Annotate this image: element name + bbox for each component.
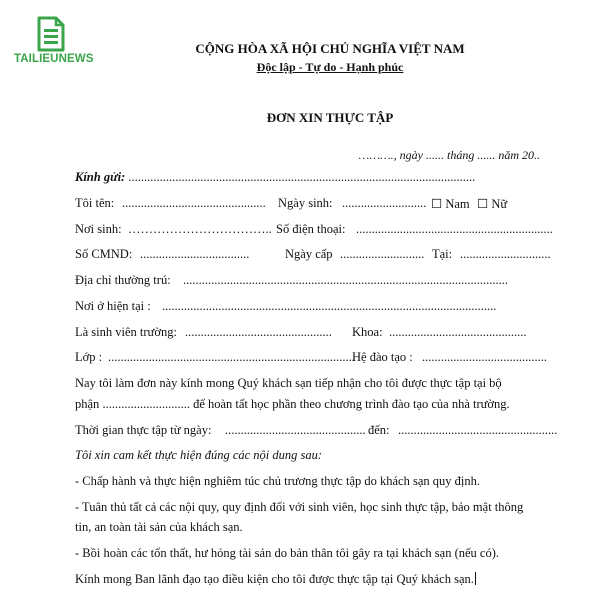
address-label: Địa chỉ thường trú:	[75, 273, 171, 287]
request-line-2-end: để hoàn tất học phần theo chương trình đào tạo của nhà trường.	[193, 397, 510, 411]
logo-text: TAILIEUNEWS	[14, 53, 94, 65]
name-field[interactable]: ..............................................	[122, 196, 266, 210]
school-label: Là sinh viên trường:	[75, 325, 177, 339]
request-line-2	[75, 397, 510, 412]
request-line-2-start: phận	[75, 397, 100, 411]
commitment-heading: Tôi xin cam kết thực hiện đúng các nội dung sau:	[75, 448, 323, 462]
commitment-item-2-line-2: tin, an toàn tài sản của khách sạn.	[75, 520, 243, 534]
recipient-field[interactable]: ...............................................................................................................	[128, 170, 476, 184]
current-address-label: Nơi ở hiện tại :	[75, 299, 151, 313]
faculty-label: Khoa:	[352, 325, 383, 339]
id-number-field[interactable]: ...................................	[140, 247, 250, 261]
internship-period-label: Thời gian thực tập từ ngày:	[75, 423, 212, 437]
issue-date-field[interactable]: ...........................	[340, 247, 425, 261]
gender-female-label: ☐ Nữ	[477, 197, 508, 211]
department-field[interactable]: ............................	[102, 397, 190, 411]
text-cursor	[475, 572, 476, 585]
request-line-1: Nay tôi làm đơn này kính mong Quý khách sạn tiếp nhận cho tôi được thực tập tại bộ	[75, 376, 502, 390]
document-title: ĐƠN XIN THỰC TẬP	[266, 110, 394, 125]
gender-male-checkbox[interactable]	[431, 196, 470, 212]
issue-date-label: Ngày cấp	[285, 247, 333, 261]
birthplace-label: Nơi sinh:	[75, 222, 122, 236]
school-field[interactable]: ...............................................	[185, 325, 332, 339]
name-label: Tôi tên:	[75, 196, 115, 210]
address-field[interactable]: ........................................................................................................	[183, 273, 508, 287]
phone-field[interactable]: ...............................................................	[356, 222, 553, 236]
closing-line	[75, 572, 476, 587]
issue-place-label: Tại:	[432, 247, 453, 261]
gender-male-label: ☐ Nam	[431, 197, 470, 211]
commitment-item-3: - Bồi hoàn các tổn thất, hư hỏng tài sản do bản thân tôi gây ra tại khách sạn (nếu có).	[75, 546, 500, 560]
id-number-label: Số CMND:	[75, 247, 133, 261]
recipient-row	[75, 170, 475, 185]
gender-female-checkbox[interactable]	[477, 196, 507, 212]
closing-text: Kính mong Ban lãnh đạo tạo điều kiện cho tôi được thực tập tại Quý khách sạn.	[75, 572, 474, 586]
issue-place-field[interactable]: .............................	[460, 247, 551, 261]
period-from-field[interactable]: .............................................	[225, 423, 366, 437]
current-address-field[interactable]: ...........................................................................................................	[162, 299, 497, 313]
national-motto: Độc lập - Tự do - Hạnh phúc	[256, 60, 404, 74]
faculty-field[interactable]: ............................................	[389, 325, 527, 339]
training-system-label: Hệ đào tạo :	[352, 350, 413, 364]
date-line: ………., ngày ...... tháng ...... năm 20..	[358, 148, 540, 162]
commitment-item-1: - Chấp hành và thực hiện nghiêm túc chủ trương thực tập do khách sạn quy định.	[75, 474, 480, 488]
phone-label: Số điện thoại:	[276, 222, 346, 236]
dob-label: Ngày sinh:	[278, 196, 333, 210]
dob-field[interactable]: ...........................	[342, 196, 427, 210]
national-title: CỘNG HÒA XÃ HỘI CHỦ NGHĨA VIỆT NAM	[195, 41, 465, 56]
class-label: Lớp :	[75, 350, 103, 364]
period-to-label: đến:	[368, 423, 390, 437]
training-system-field[interactable]: ........................................	[422, 350, 547, 364]
period-to-field[interactable]: ...................................................	[398, 423, 558, 437]
commitment-item-2-line-1: - Tuân thủ tất cả các nội quy, quy định đối với sinh viên, học sinh thực tập, bảo mật thông	[75, 500, 524, 514]
recipient-label: Kính gửi:	[75, 170, 126, 184]
birthplace-field[interactable]: ……………………………..	[128, 222, 272, 236]
class-field[interactable]: ...............................................................................	[108, 350, 355, 364]
